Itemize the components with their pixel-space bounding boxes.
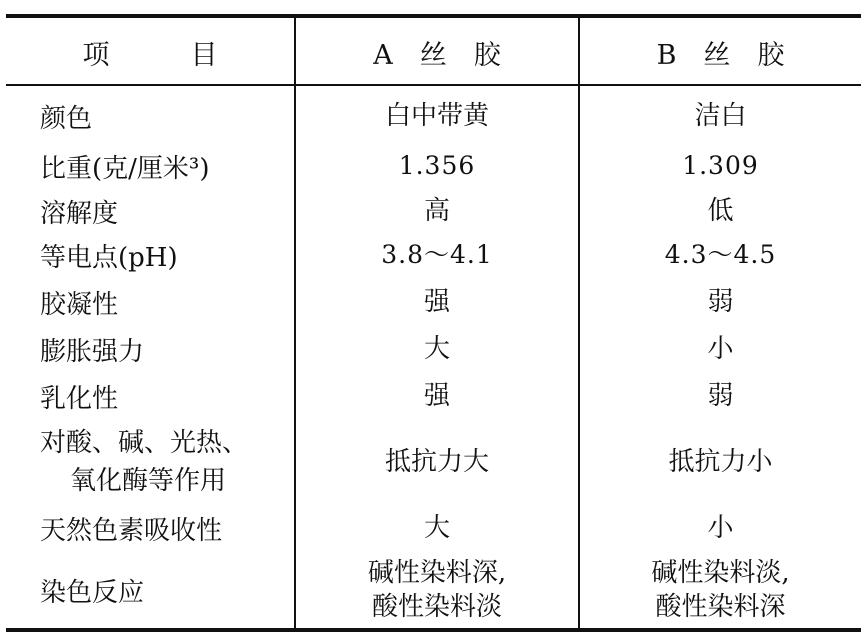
- cell-item: [40, 278, 298, 326]
- cell-sericin-a-line: 1.356: [398, 151, 476, 180]
- cell-sericin-a: [296, 232, 578, 278]
- cell-sericin-a: [296, 504, 578, 552]
- cell-item: [40, 504, 298, 552]
- cell-item-line: 对酸、碱、光热、: [40, 428, 249, 458]
- cell-item-line: 染色反应: [40, 577, 145, 608]
- cell-sericin-a: [296, 92, 578, 140]
- cell-sericin-a-line: 酸性染料淡: [371, 592, 502, 622]
- cell-sericin-b-line: 低: [707, 196, 734, 226]
- header-sericin-b: B 丝 胶: [656, 39, 785, 71]
- cell-sericin-b: [580, 92, 861, 140]
- cell-item: [40, 552, 298, 628]
- cell-sericin-a-line: 强: [423, 381, 450, 411]
- cell-sericin-b-line: 小: [707, 513, 734, 543]
- cell-item-line: 氧化酶等作用: [70, 466, 227, 496]
- header-item: 项 目: [82, 39, 218, 71]
- cell-sericin-b-line: 碱性染料淡,: [651, 558, 790, 588]
- cell-sericin-a: [296, 326, 578, 372]
- cell-sericin-b-line: 酸性染料深: [655, 592, 786, 622]
- cell-item-line: 乳化性: [40, 383, 119, 414]
- table-row: [6, 142, 861, 190]
- cell-sericin-a-line: 高: [423, 196, 450, 226]
- cell-item: [40, 92, 298, 140]
- cell-sericin-a: [296, 278, 578, 326]
- table-row: [6, 326, 861, 372]
- table-row: [6, 552, 861, 628]
- cell-sericin-a-line: 白中带黄: [384, 101, 489, 131]
- table-row: [6, 92, 861, 140]
- table-top-rule: [6, 14, 861, 18]
- header-sericin-a: A 丝 胶: [373, 39, 501, 71]
- cell-sericin-b-line: 弱: [707, 381, 734, 411]
- cell-item: [40, 420, 298, 504]
- cell-sericin-b-line: 抵抗力小: [668, 447, 773, 477]
- cell-sericin-b-line: 1.309: [682, 151, 759, 180]
- table-row: [6, 504, 861, 552]
- table-bottom-rule: [6, 628, 861, 632]
- cell-item: [40, 326, 298, 372]
- cell-sericin-b: [580, 278, 861, 326]
- table-row: [6, 190, 861, 232]
- table-row: [6, 278, 861, 326]
- cell-item: [40, 232, 298, 278]
- cell-sericin-b-line: 弱: [707, 287, 734, 317]
- cell-sericin-a: [296, 552, 578, 628]
- cell-item-line: 等电点(pH): [40, 242, 178, 273]
- cell-sericin-b-line: 4.3～4.5: [664, 240, 777, 269]
- cell-sericin-b: [580, 232, 861, 278]
- cell-sericin-a-line: 3.8～4.1: [381, 240, 493, 269]
- cell-sericin-b-line: 洁白: [694, 101, 747, 131]
- cell-sericin-a: [296, 372, 578, 420]
- cell-sericin-a-line: 大: [423, 513, 450, 543]
- cell-sericin-b: [580, 372, 861, 420]
- cell-item-line: 颜色: [40, 103, 93, 134]
- cell-sericin-a: [296, 420, 578, 504]
- cell-sericin-b: [580, 326, 861, 372]
- cell-sericin-b: [580, 190, 861, 232]
- cell-sericin-b: [580, 420, 861, 504]
- cell-item-line: 膨胀强力: [40, 336, 145, 367]
- cell-sericin-b: [580, 142, 861, 190]
- cell-item-line: 溶解度: [40, 198, 119, 229]
- cell-item-line: 天然色素吸收性: [40, 515, 223, 546]
- header-rule: [6, 84, 861, 86]
- table-row: [6, 232, 861, 278]
- cell-sericin-b-line: 小: [707, 334, 734, 364]
- cell-item-line: 比重(克/厘米³): [40, 153, 210, 184]
- cell-sericin-a-line: 大: [423, 334, 450, 364]
- cell-sericin-a: [296, 142, 578, 190]
- cell-item: [40, 190, 298, 232]
- cell-sericin-a-line: 强: [423, 287, 450, 317]
- cell-sericin-a: [296, 190, 578, 232]
- cell-item: [40, 372, 298, 420]
- cell-item: [40, 142, 298, 190]
- cell-item-line: 胶凝性: [40, 289, 119, 320]
- cell-sericin-a-line: 抵抗力大: [384, 447, 489, 477]
- cell-sericin-a-line: 碱性染料深,: [367, 558, 507, 588]
- cell-sericin-b: [580, 504, 861, 552]
- table-row: [6, 372, 861, 420]
- cell-sericin-b: [580, 552, 861, 628]
- table-row: [6, 420, 861, 504]
